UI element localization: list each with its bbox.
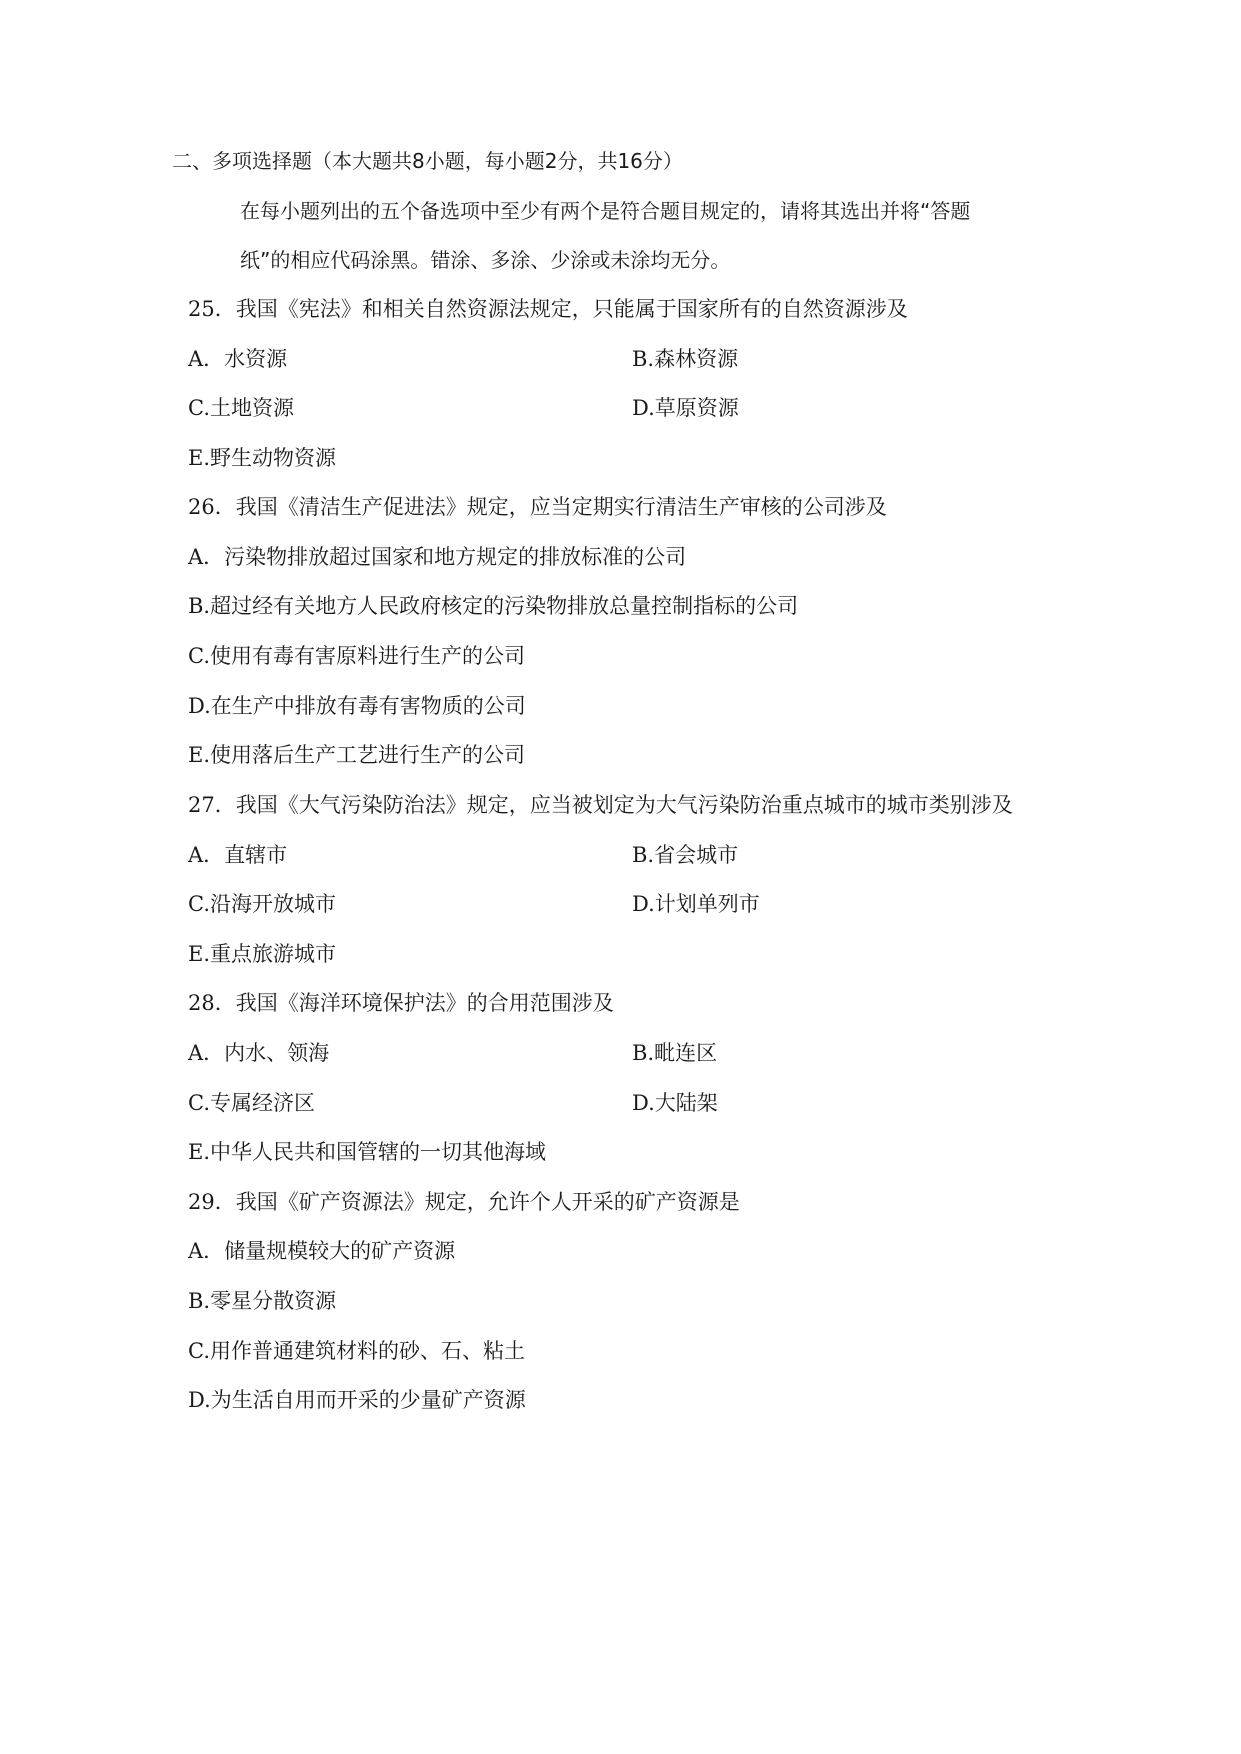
question-27-option-d: D.计划单列市 xyxy=(632,892,760,916)
question-26-option-a: A．污染物排放超过国家和地方规定的排放标准的公司 xyxy=(188,545,687,569)
question-28-option-c: C.专属经济区 xyxy=(188,1091,315,1115)
section-heading: 二、多项选择题（本大题共8小题，每小题2分，共16分） xyxy=(172,149,683,173)
question-26-option-e: E.使用落后生产工艺进行生产的公司 xyxy=(188,743,526,767)
instruction-line-1: 在每小题列出的五个备选项中至少有两个是符合题目规定的，请将其选出并将“答题 xyxy=(240,199,971,223)
question-26-option-d: D.在生产中排放有毒有害物质的公司 xyxy=(188,694,526,718)
question-25-option-d: D.草原资源 xyxy=(632,396,739,420)
question-27-option-a: A．直辖市 xyxy=(188,843,288,867)
question-28-stem: 28．我国《海洋环境保护法》的合用范围涉及 xyxy=(188,991,614,1015)
question-25-option-b: B.森林资源 xyxy=(632,347,739,371)
question-28-option-e: E.中华人民共和国管辖的一切其他海域 xyxy=(188,1140,547,1164)
question-29-option-c: C.用作普通建筑材料的砂、石、粘土 xyxy=(188,1339,525,1363)
question-27-option-c: C.沿海开放城市 xyxy=(188,892,336,916)
question-25-option-c: C.土地资源 xyxy=(188,396,294,420)
question-27-option-b: B.省会城市 xyxy=(632,843,739,867)
question-28-option-d: D.大陆架 xyxy=(632,1091,718,1115)
question-27-option-e: E.重点旅游城市 xyxy=(188,942,337,966)
question-29-option-b: B.零星分散资源 xyxy=(188,1289,337,1313)
question-25-option-a: A．水资源 xyxy=(188,347,288,371)
instruction-line-2: 纸”的相应代码涂黑。错涂、多涂、少涂或未涂均无分。 xyxy=(240,248,731,272)
question-26-option-c: C.使用有毒有害原料进行生产的公司 xyxy=(188,644,525,668)
question-28-option-a: A．内水、领海 xyxy=(188,1041,330,1065)
question-25-option-e: E.野生动物资源 xyxy=(188,446,337,470)
question-29-option-a: A．储量规模较大的矿产资源 xyxy=(188,1239,456,1263)
question-28-option-b: B.毗连区 xyxy=(632,1041,718,1065)
question-29-option-d: D.为生活自用而开采的少量矿产资源 xyxy=(188,1388,526,1412)
question-29-stem: 29．我国《矿产资源法》规定，允许个人开采的矿产资源是 xyxy=(188,1190,740,1214)
question-27-stem: 27．我国《大气污染防治法》规定，应当被划定为大气污染防治重点城市的城市类别涉及 xyxy=(188,793,1013,817)
question-26-option-b: B.超过经有关地方人民政府核定的污染物排放总量控制指标的公司 xyxy=(188,594,799,618)
question-26-stem: 26．我国《清洁生产促进法》规定，应当定期实行清洁生产审核的公司涉及 xyxy=(188,495,887,519)
question-25-stem: 25．我国《宪法》和相关自然资源法规定，只能属于国家所有的自然资源涉及 xyxy=(188,297,908,321)
